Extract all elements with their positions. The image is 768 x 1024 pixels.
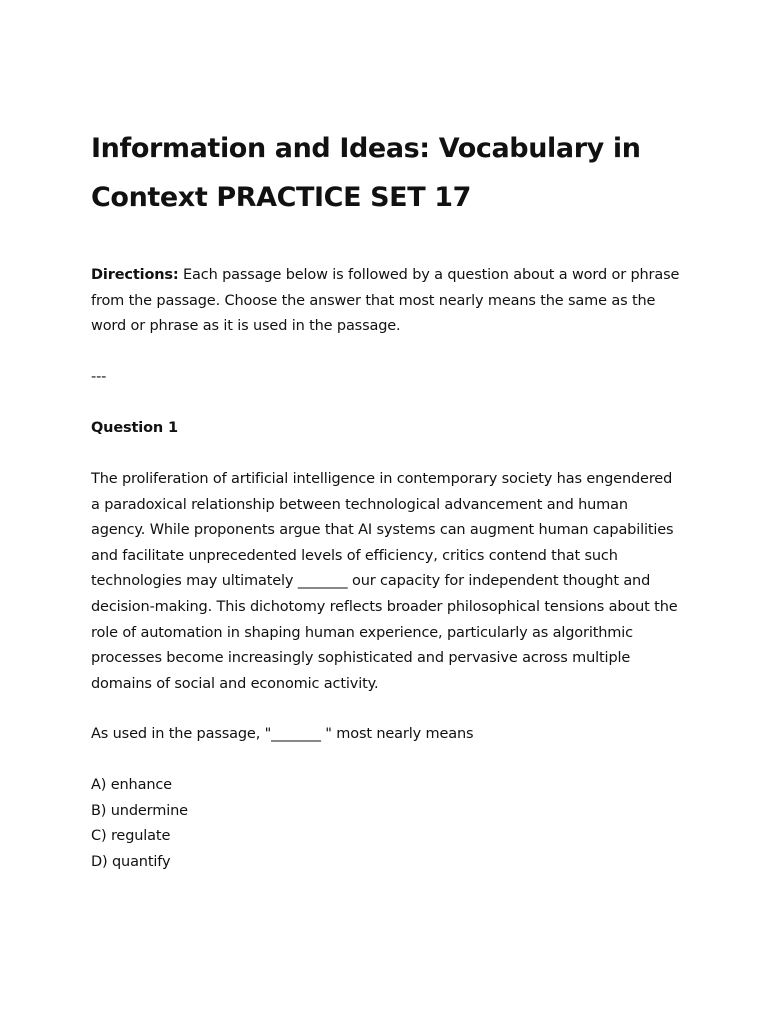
- question-passage: The proliferation of artificial intelligence in contemporary society has engendered a paradoxical relationship between technological advancement and human agency. While proponents argue that AI systems can augment human capabilities and facilitate unprecedented levels of efficiency, critics contend that such technologies may ultimately _______ our capacity for independent thought and decision-making. This dichotomy reflects broader philosophical tensions about the role of automation in shaping human experience, particularly as algorithmic processes become increasingly sophisticated and pervasive across multiple domains of social and economic activity.: [91, 470, 678, 692]
- choice-b: B) undermine: [91, 802, 188, 819]
- page-title: Information and Ideas: Vocabulary in Context PRACTICE SET 17: [91, 133, 641, 213]
- answer-choices: [91, 773, 681, 875]
- directions-text: Each passage below is followed by a question about a word or phrase from the passage. Choose the answer that most nearly means the same as the word or phrase as it is used in the passage.: [91, 267, 680, 335]
- choice-a: A) enhance: [91, 776, 172, 793]
- choice-c: C) regulate: [91, 828, 171, 845]
- question-heading: Question 1: [91, 420, 178, 437]
- separator: ---: [91, 368, 107, 385]
- choice-d: D) quantify: [91, 853, 171, 870]
- directions-label: Directions:: [91, 267, 179, 283]
- directions: [91, 263, 681, 340]
- question-prompt: As used in the passage, "_______ " most nearly means: [91, 726, 474, 743]
- document-page: [91, 124, 681, 891]
